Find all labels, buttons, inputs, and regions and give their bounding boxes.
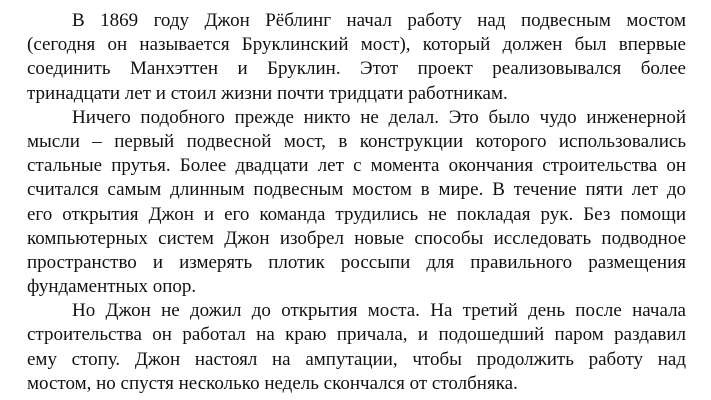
text-line: компьютерных систем Джон изобрел новые способы исследовать подводное	[27, 227, 686, 249]
paragraph	[27, 9, 686, 106]
text-line: мостом, но спустя несколько недель скончался от столбняка.	[27, 372, 518, 394]
paragraph	[27, 106, 686, 300]
text-line: мысли – первый подвесной мост, в конструкции которого использовались	[27, 130, 686, 152]
text-line: ему стопу. Джон настоял на ампутации, чтобы продолжить работу над	[27, 348, 686, 370]
text-line: его открытия Джон и его команда трудились не покладая рук. Без помощи	[27, 203, 686, 225]
text-line: строительства он работал на краю причала, и подошедший паром раздавил	[27, 324, 686, 346]
text-line: тринадцати лет и стоил жизни почти тридцати работникам.	[27, 82, 508, 104]
text-line: Но Джон не дожил до открытия моста. На третий день после начала	[72, 300, 686, 322]
text-line: считался самым длинным подвесным мостом в мире. В течение пяти лет до	[27, 179, 686, 201]
text-line: (сегодня он называется Бруклинский мост), который должен был впервые	[27, 34, 686, 56]
text-line: соединить Манхэттен и Бруклин. Этот проект реализовывался более	[27, 58, 686, 80]
text-line: Ничего подобного прежде никто не делал. Это было чудо инженерной	[72, 106, 686, 128]
document-body	[27, 9, 686, 396]
text-line: фундаментных опор.	[27, 276, 197, 298]
text-line: В 1869 году Джон Рёблинг начал работу над подвесным мостом	[72, 10, 686, 31]
text-line: стальные прутья. Более двадцати лет с момента окончания строительства он	[27, 155, 686, 177]
paragraph	[27, 299, 686, 396]
text-line: пространство и измерять плотик россыпи для правильного размещения	[27, 251, 686, 273]
